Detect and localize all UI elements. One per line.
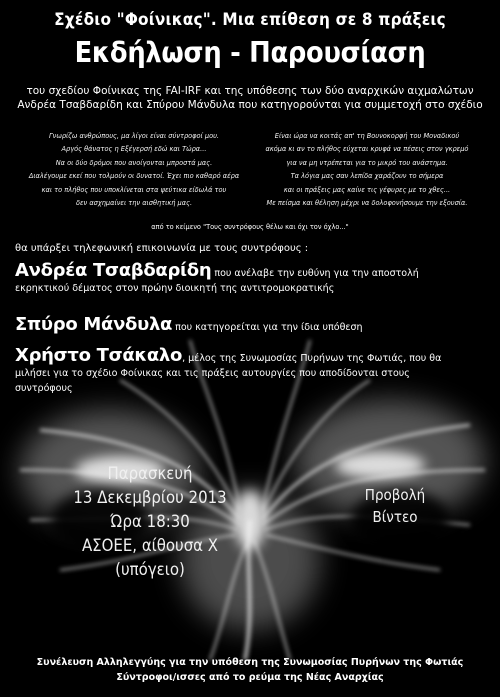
person-description-cont: συντρόφους xyxy=(15,383,73,394)
quote-right-line: Τα λόγια μας σαν λεπίδα χαράζουν το σήμερα xyxy=(290,172,444,181)
quote-left-line: Να οι δύο δρόμοι που ανοίγονται μπροστά μας. xyxy=(55,158,213,167)
poster-title: Σχέδιο "Φοίνικας". Μια επίθεση σε 8 πράξεις xyxy=(54,10,446,30)
footer-line-2: Σύντροφοι/ισσες από το ρεύμα της Νέας Αναρχίας xyxy=(116,672,384,683)
person-tsakalos xyxy=(15,345,485,396)
person-description: που ανέλαβε την ευθύνη για την αποστολή xyxy=(211,268,419,279)
quote-source: από το κείμενο "Τους συντρόφους θέλω και όχι τον όχλο..." xyxy=(151,223,349,231)
event-date: 13 Δεκεμβρίου 2013 xyxy=(73,488,227,508)
quote-left-line: και το πλήθος που υποκλίνεται στα ψεύτικα είδωλά του xyxy=(41,185,227,194)
event-day: Παρασκευή xyxy=(107,464,193,484)
intro-line-2: Ανδρέα Τσαβδαρίδη και Σπύρου Μάνδυλα που κατηγορούνται για συμμετοχή στο σχέδιο xyxy=(17,99,483,111)
footer-line-1: Συνέλευση Αλληλεγγύης για την υπόθεση της Συνωμοσίας Πυρήνων της Φωτιάς xyxy=(36,657,464,668)
quote-right-line: για να μη ντρέπεται για το μικρό του ανάστημα. xyxy=(286,158,448,167)
intro-text xyxy=(10,84,490,112)
person-mandylas xyxy=(15,314,485,335)
quote-left-line: Αργός θάνατος η Εξέγερσή εδώ και Τώρα... xyxy=(61,145,207,154)
quote-left-line: Γνωρίζω ανθρώπους, μα λίγοι είναι σύντροφοί μου. xyxy=(48,132,220,140)
quote-right-line: και οι πράξεις μας καίνε τις γέφυρες με το χθες... xyxy=(283,185,451,194)
intro-line-1: του σχεδίου Φοίνικας της FAI-IRF και της υπόθεσης των δύο αναρχικών αιχμαλώτων xyxy=(26,85,474,97)
person-name: Σπύρο Μάνδυλα xyxy=(15,314,173,335)
event-venue: ΑΣΟΕΕ, αίθουσα Χ xyxy=(81,536,219,556)
quote-left xyxy=(28,130,240,210)
event-details xyxy=(44,462,255,582)
person-name: Ανδρέα Τσαβδαρίδη xyxy=(15,260,212,281)
event-time: Ώρα 18:30 xyxy=(110,512,190,532)
quote-right xyxy=(252,130,482,210)
person-description: που κατηγορείται για την ίδια υπόθεση xyxy=(172,322,363,333)
person-description-cont: εκρηκτικού δέματος στον πρώην διοικητή της αντιτρομοκρατικής xyxy=(15,283,335,294)
person-tsavdaridis xyxy=(15,260,485,296)
video-line-1: Προβολή xyxy=(364,486,426,504)
video-line-2: Βίντεο xyxy=(372,508,418,526)
video-screening xyxy=(355,484,436,528)
footer-organizers xyxy=(0,655,500,685)
quote-right-line: Με πείσμα και θέληση μέχρι να δολοφονήσουμε την εξουσία. xyxy=(266,199,468,208)
quote-left-line: δεν ασχημαίνει την αισθητική μας. xyxy=(75,199,193,208)
phone-note: θα υπάρξει τηλεφωνική επικοινωνία με τους συντρόφους : xyxy=(15,243,309,254)
quote-right-line: Είναι ώρα να κοιτάς απ' τη Βουνοκορφή του Μοναδικού xyxy=(274,132,460,140)
poster-subtitle: Εκδήλωση - Παρουσίαση xyxy=(74,36,426,69)
quote-right-line: ακόμα κι αν το πλήθος εύχεται κρυφά να πέσεις στον γκρεμό xyxy=(265,145,469,154)
person-name: Χρήστο Τσάκαλο xyxy=(15,345,183,366)
quote-left-line: Διαλέγουμε εκεί που τολμούν οι δυνατοί. Έχει πιο καθαρό αέρα xyxy=(28,172,240,181)
person-description: , μέλος της Συνωμοσίας Πυρήνων της Φωτιάς, που θα xyxy=(182,353,442,364)
person-description-cont: μιλήσει για το σχέδιο Φοίνικας και τις πράξεις αυτουργίες που αποδίδονται στους xyxy=(15,368,410,379)
event-floor: (υπόγειο) xyxy=(115,560,185,580)
